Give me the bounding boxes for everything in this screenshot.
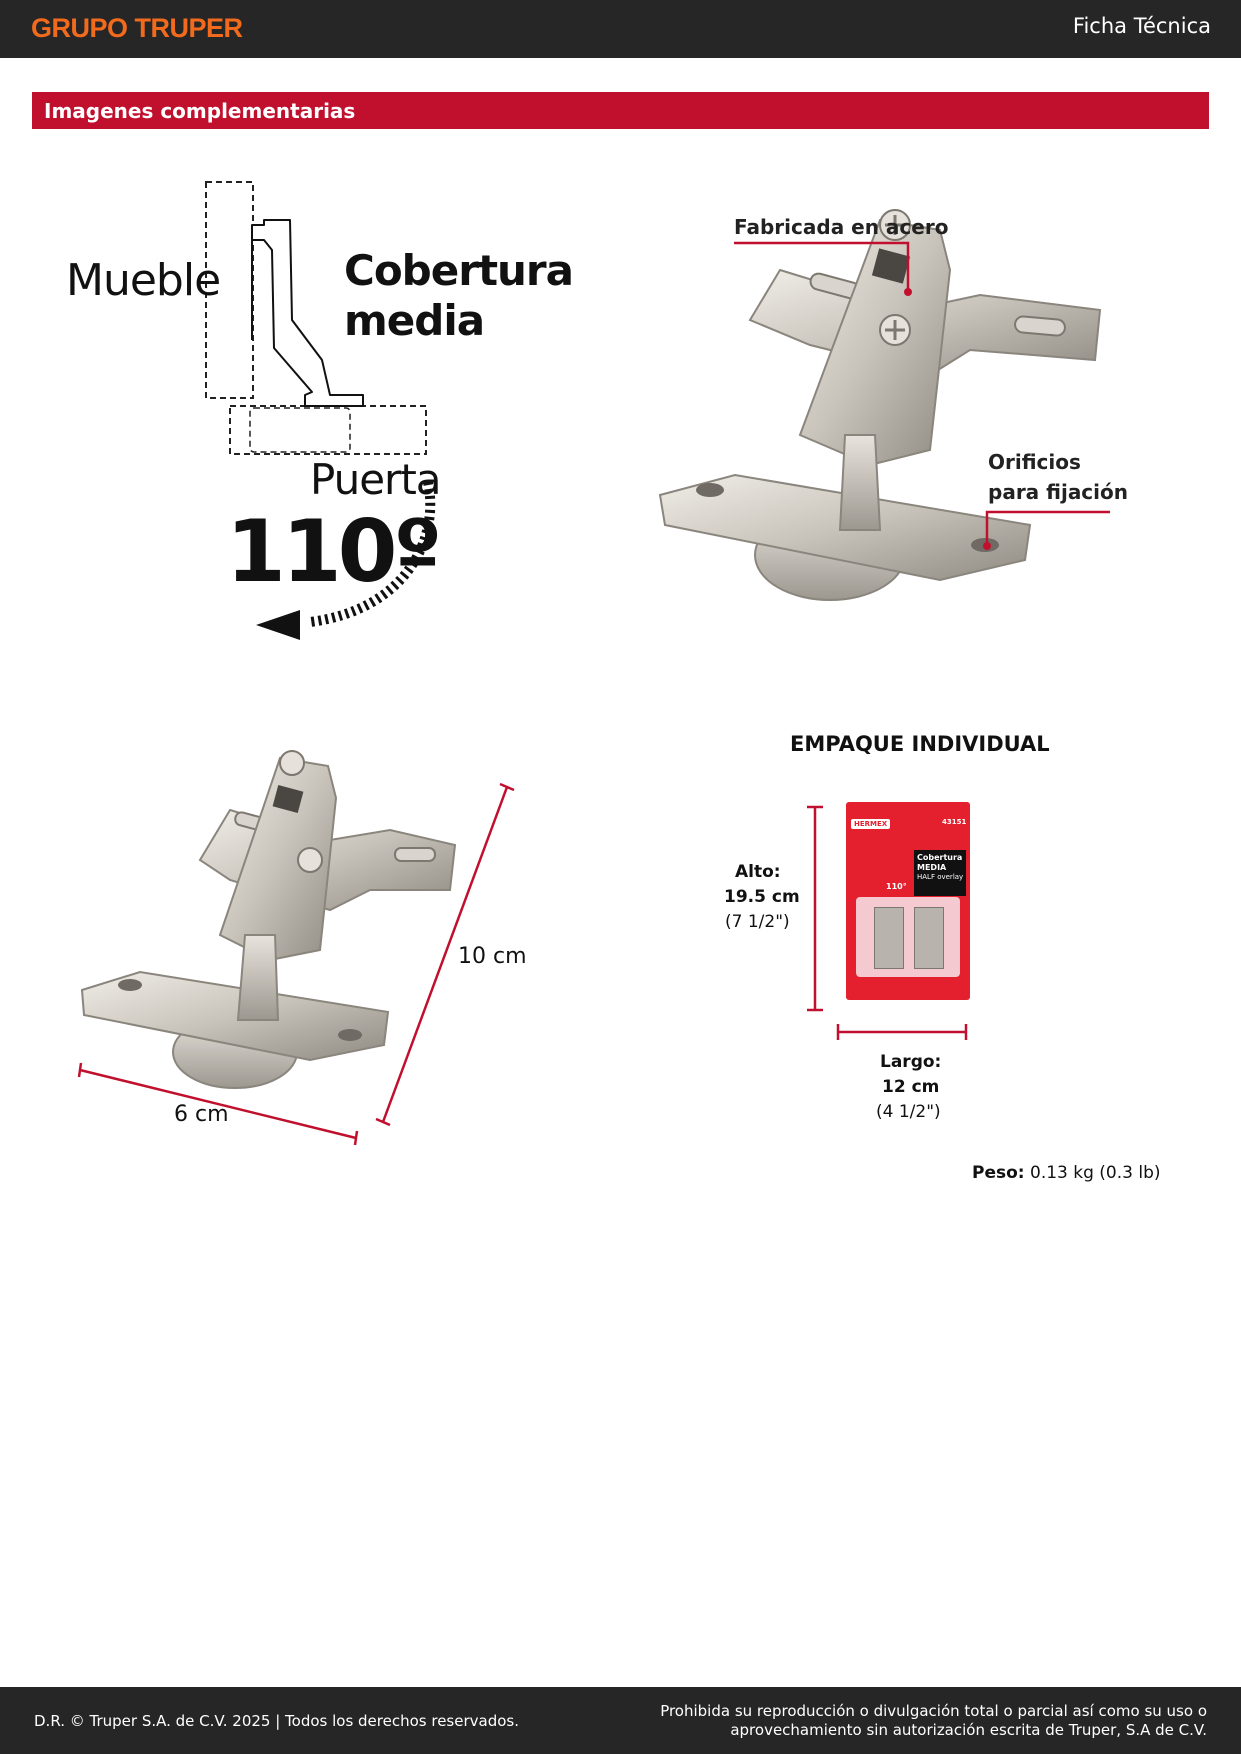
label-puerta: Puerta: [310, 455, 441, 504]
bag-title-3: HALF overlay: [917, 873, 964, 881]
bag-title-2: MEDIA: [917, 863, 947, 872]
bag-title-1: Cobertura: [917, 853, 963, 862]
footer-copyright: D.R. © Truper S.A. de C.V. 2025 | Todos los derechos reservados.: [34, 1712, 519, 1730]
bag-brand-badge: HERMEX: [851, 819, 890, 829]
package-alto-label: Alto:: [735, 862, 781, 882]
footer-legal-line1: Prohibida su reproducción o divulgación total o parcial así como su uso o: [660, 1702, 1207, 1720]
bag-code: 43151: [942, 818, 967, 826]
page-footer: [0, 1687, 1241, 1754]
label-cobertura: Cobertura: [344, 246, 573, 295]
bag-hinge-1: [874, 907, 904, 969]
package-alto-in: (7 1/2"): [725, 912, 790, 932]
footer-legal: [647, 1702, 1207, 1740]
callout-material: Fabricada en acero: [734, 215, 949, 239]
dimension-height: 10 cm: [458, 944, 527, 969]
footer-legal-line2: aprovechamiento sin autorización escrita de Truper, S.A de C.V.: [730, 1721, 1207, 1739]
bag-label-panel: [914, 850, 966, 896]
brand-logo: GRUPO TRUPER: [31, 13, 243, 43]
callout-holes-line1: Orificios: [988, 450, 1081, 474]
package-bag-image: [846, 802, 970, 1000]
section-title: Imagenes complementarias: [44, 99, 356, 123]
package-largo-label: Largo:: [880, 1052, 942, 1072]
bag-angle: 110°: [886, 882, 907, 891]
dimension-width: 6 cm: [174, 1102, 229, 1127]
section-header: [32, 92, 1209, 129]
label-media: media: [344, 296, 485, 345]
package-alto-cm: 19.5 cm: [724, 887, 800, 907]
doc-type-title: Ficha Técnica: [1072, 14, 1211, 38]
opening-angle: 110º: [226, 502, 439, 602]
weight-value: 0.13 kg (0.3 lb): [1030, 1163, 1161, 1183]
package-title: EMPAQUE INDIVIDUAL: [790, 732, 1050, 756]
page-header: [0, 0, 1241, 58]
package-largo-cm: 12 cm: [882, 1077, 940, 1097]
weight-label: Peso:: [972, 1163, 1025, 1183]
bag-window: [856, 897, 960, 977]
bag-hinge-2: [914, 907, 944, 969]
hinge-feature-image: [640, 200, 1120, 630]
callout-holes-line2: para fijación: [988, 480, 1128, 504]
label-mueble: Mueble: [66, 255, 221, 306]
package-weight: [972, 1163, 1161, 1183]
package-largo-in: (4 1/2"): [876, 1102, 941, 1122]
